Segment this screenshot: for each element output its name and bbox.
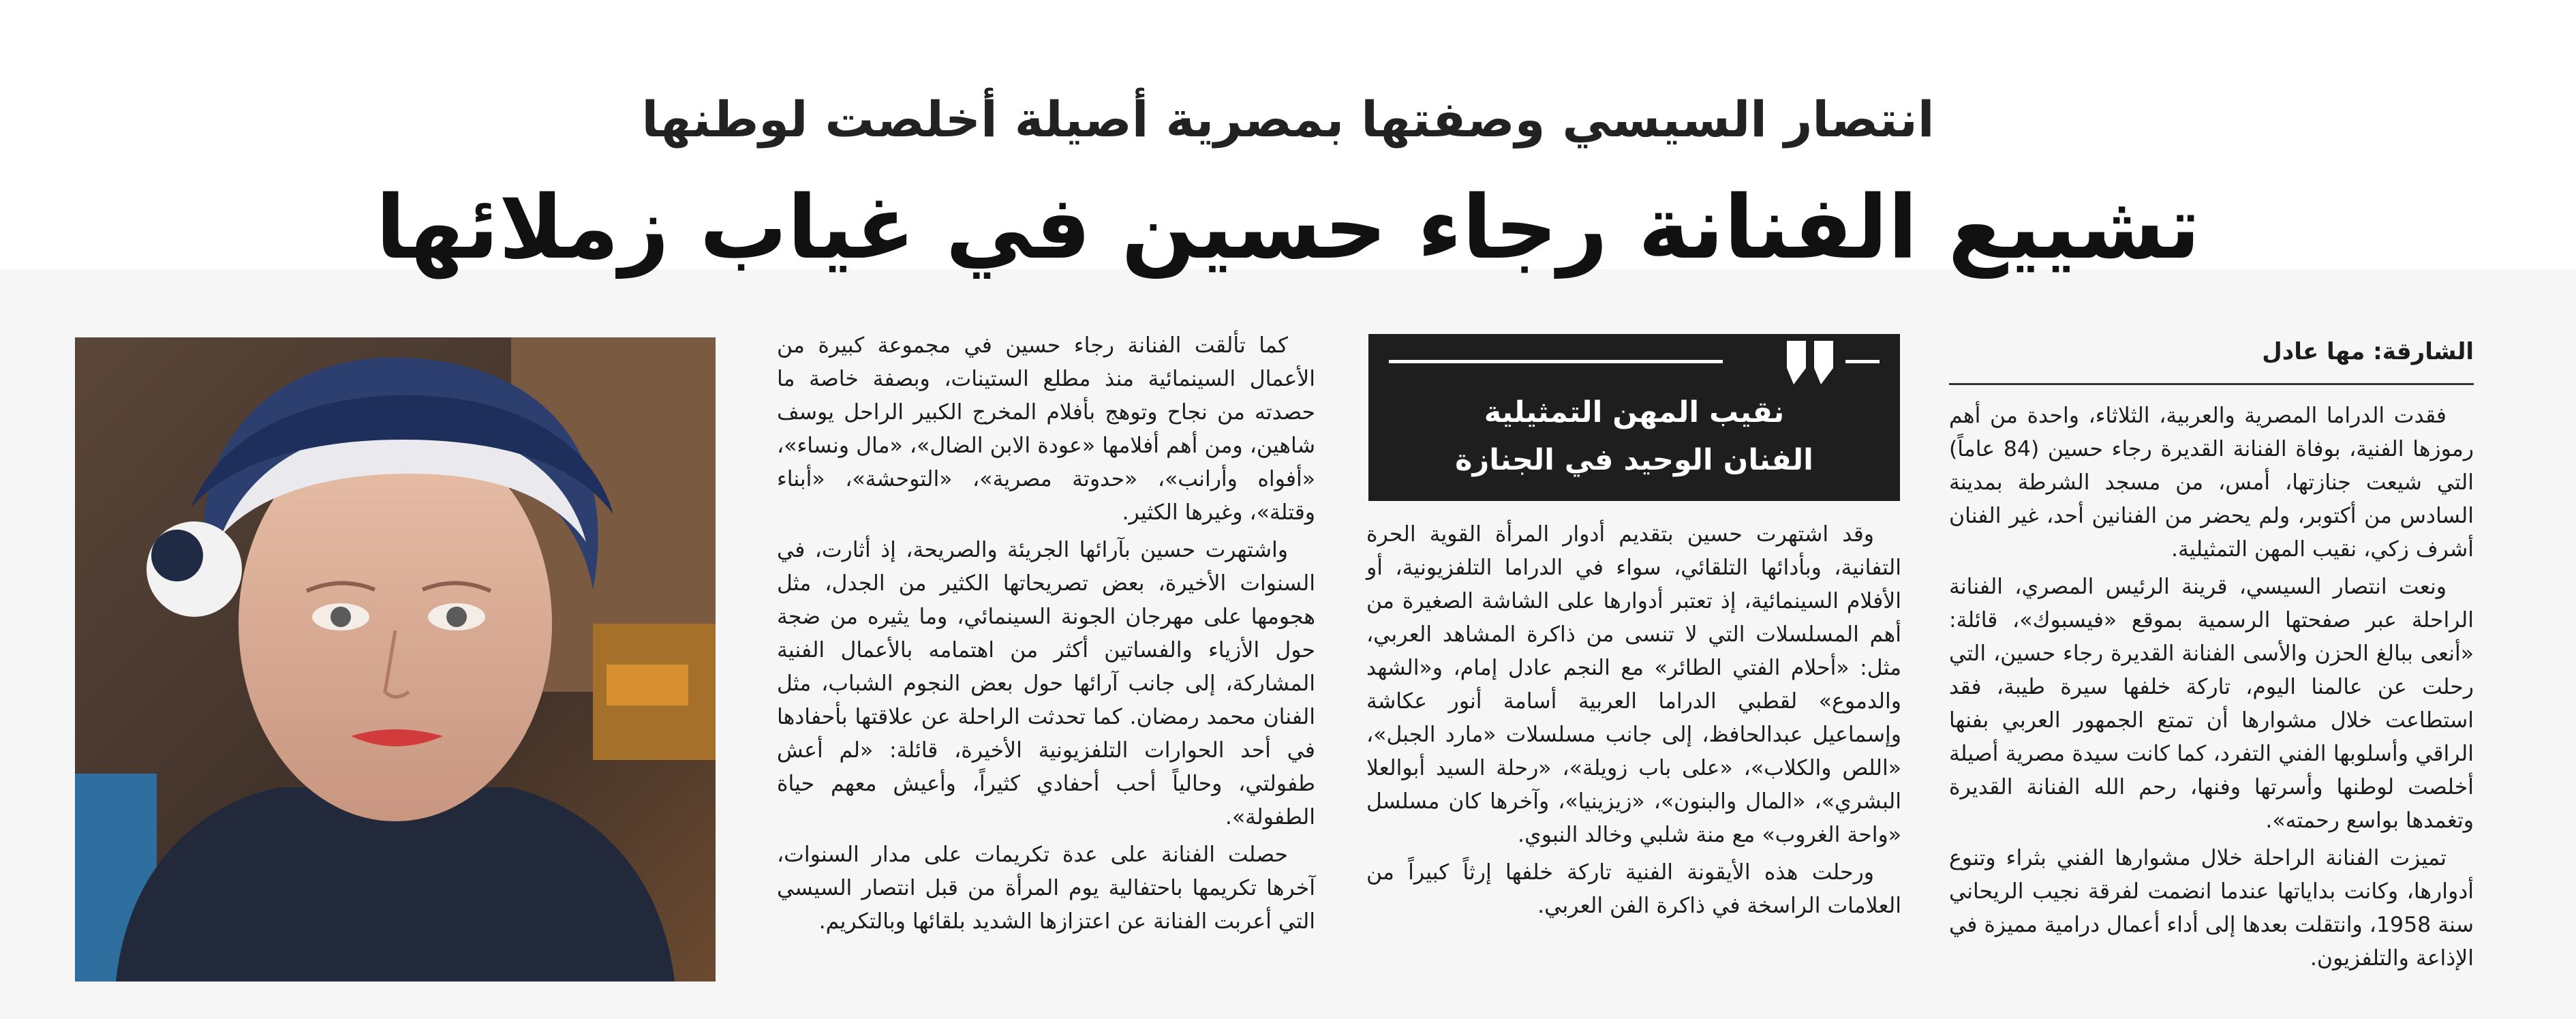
paragraph: تميزت الفنانة الراحلة خلال مشوارها الفني بثراء وتنوع أدوارها، وكانت بداياتها عندما انضمت لفرقة نجيب الريحاني سنة 1958، وانتقلت بعدها إلى أداء أعمال درامية مميزة في الإذاعة والتلفزيون. xyxy=(1949,846,2474,971)
paragraph: ورحلت هذه الأيقونة الفنية تاركة خلفها إرثاً كبيراً من العلامات الراسخة في ذاكرة الفن العربي. xyxy=(1366,860,1901,918)
pull-quote-line: الفنان الوحيد في الجنازة xyxy=(1455,443,1813,477)
paragraph: وقد اشتهرت حسين بتقديم أدوار المرأة القوية الحرة التفانية، وبأدائها التلقائي، سواء في الدراما التلفزيونية، أو الأفلام السينمائية، إذ تعتبر أدوارها على الشاشة الصغيرة من أهم المسلسلات التي لا تنسى من ذاكرة المشاهد العربي، مثل: «أحلام الفتي الطائر» مع النجم عادل إمام، و«الشهد والدموع» لقطبي الدراما العربية أسامة أنور عكاشة وإسماعيل عبدالحافظ، إلى جانب مسلسلات «مارد الجبل»، «اللص والكلاب»، «على باب زويلة»، «رحلة السيد أبوالعلا البشري»، «المال والبنون»، «زيزينيا»، وآخرها كان مسلسل «واحة الغروب» مع منة شلبي وخالد النبوي. xyxy=(1366,522,1901,847)
pull-quote-rule xyxy=(1389,360,1723,363)
paragraph: واشتهرت حسين بآرائها الجريئة والصريحة، إذ أثارت، في السنوات الأخيرة، بعض تصريحاتها الكثير من الجدل، مثل هجومها على مهرجان الجونة السينمائي، وما يثيره من ضجة حول الأزياء والفساتين أكثر من اهتمامه بالأعمال الفنية المشاركة، إلى جانب آرائها حول بعض النجوم الشباب، مثل الفنان محمد رمضان. كما تحدثت الراحلة عن علاقتها بأحفادها في أحد الحوارات التلفزيونية الأخيرة، قائلة: «لم أعش طفولتي، وحالياً أحب أحفادي كثيراً، وأعيش معهم حياة الطفولة». xyxy=(777,538,1315,830)
article-kicker: انتصار السيسي وصفتها بمصرية أصيلة أخلصت لوطنها xyxy=(641,91,1935,148)
pull-quote-line: نقيب المهن التمثيلية xyxy=(1484,395,1785,429)
article-column-right xyxy=(1949,399,2474,979)
portrait-illustration xyxy=(75,337,716,982)
paragraph: حصلت الفنانة على عدة تكريمات على مدار السنوات، آخرها تكريمها باحتفالية يوم المرأة من قبل انتصار السيسي التي أعربت الفنانة عن اعتزازها الشديد بلقائها وبالتكريم. xyxy=(777,842,1315,934)
pull-quote-box xyxy=(1368,334,1900,501)
pull-quote-rule xyxy=(1845,360,1880,363)
article-column-left xyxy=(777,329,1315,943)
portrait-photo xyxy=(75,337,716,982)
paragraph: كما تألقت الفنانة رجاء حسين في مجموعة كبيرة من الأعمال السينمائية منذ مطلع الستينات، وبصفة خاصة ما حصدته من نجاح وتوهج بأفلام المخرج الكبير الراحل يوسف شاهين، ومن أهم أفلامها «عودة الابن الضال»، «مال ونساء»، «أفواه وأرانب»، «حدوتة مصرية»، «التوحشة»، «أبناء وقتلة»، وغيرها الكثير. xyxy=(777,333,1315,525)
article-column-middle xyxy=(1366,518,1901,927)
byline-divider xyxy=(1949,383,2474,385)
paragraph: فقدت الدراما المصرية والعربية، الثلاثاء، واحدة من أهم رموزها الفنية، بوفاة الفنانة القديرة رجاء حسين (84 عاماً) التي شيعت جنازتها، أمس، من مسجد الشرطة بمدينة السادس من أكتوبر، ولم يحضر من الفنانين أحد، غير الفنان أشرف زكي، نقيب المهن التمثيلية. xyxy=(1949,404,2474,562)
pull-quote-text xyxy=(1368,389,1900,484)
paragraph: ونعت انتصار السيسي، قرينة الرئيس المصري، الفنانة الراحلة عبر صفحتها الرسمية بموقع «فيسبوك»، قائلة: «أنعى ببالغ الحزن والأسى الفنانة القديرة رجاء حسين، التي رحلت عن عالمنا اليوم، تاركة خلفها سيرة طيبة، فقد استطاعت خلال مشوارها أن تمتع الجمهور العربي بفنها الراقي وأسلوبها الفني التفرد، كما كانت سيدة مصرية أصيلة أخلصت لوطنها وأسرتها وفنها، رحم الله الفنانة القديرة وتغمدها بواسع رحمته». xyxy=(1949,575,2474,833)
quote-mark-icon xyxy=(1784,338,1839,387)
article-headline: تشييع الفنانة رجاء حسين في غياب زملائها xyxy=(375,177,2201,279)
article-byline: الشارقة: مها عادل xyxy=(2262,338,2474,365)
